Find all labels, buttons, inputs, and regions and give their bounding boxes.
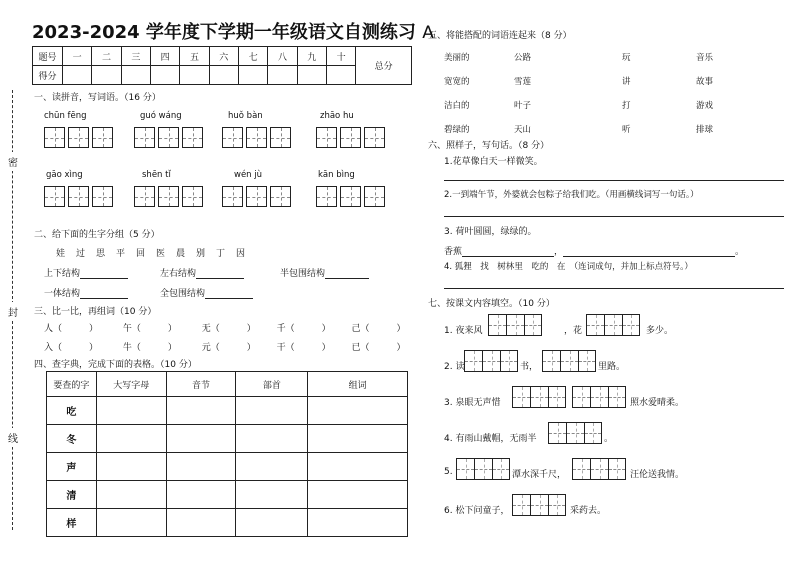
- score-cell[interactable]: [238, 66, 267, 85]
- lookup-char: 吃: [47, 397, 97, 425]
- answer-blank[interactable]: [205, 289, 253, 299]
- fill-boxes[interactable]: [572, 458, 626, 480]
- table-cell[interactable]: [96, 453, 166, 481]
- fill-boxes[interactable]: [586, 314, 640, 336]
- sec6-heading: 六、照样子，写句话。（8 分）: [428, 141, 550, 151]
- fill-boxes[interactable]: [572, 386, 626, 408]
- fill-boxes[interactable]: [542, 350, 596, 372]
- table-cell[interactable]: [166, 453, 236, 481]
- tianzi-grid[interactable]: [44, 186, 116, 207]
- table-cell[interactable]: [166, 425, 236, 453]
- compare-item[interactable]: 干（ ）: [276, 343, 331, 353]
- table-cell[interactable]: [308, 481, 408, 509]
- match-word[interactable]: 洁白的: [444, 101, 470, 111]
- sec7-p1-mid: ，花: [564, 326, 583, 336]
- sec7-p2-end: 里路。: [598, 362, 626, 372]
- sec3-row1: [44, 321, 416, 334]
- score-col: 七: [238, 47, 267, 66]
- sec7-p3-label: 3. 泉眼无声惜: [444, 398, 501, 408]
- answer-blank[interactable]: [325, 269, 369, 279]
- compare-item[interactable]: 千（ ）: [276, 324, 331, 334]
- table-header: 要查的字: [47, 372, 97, 397]
- sec6-q3: 3. 荷叶圆圆，绿绿的。: [444, 227, 537, 237]
- score-cell[interactable]: [121, 66, 150, 85]
- q3-prefix: 香蕉: [444, 247, 463, 257]
- match-word[interactable]: 天山: [514, 125, 532, 135]
- group-label: 全包围结构: [160, 289, 206, 299]
- match-word[interactable]: 讲: [622, 77, 631, 87]
- sec4-heading: 四、查字典，完成下面的表格。（10 分）: [34, 360, 197, 370]
- match-word[interactable]: 排球: [696, 125, 714, 135]
- answer-blank[interactable]: [80, 289, 128, 299]
- answer-line[interactable]: [444, 216, 784, 217]
- sec2-heading: 二、给下面的生字分组（5 分）: [34, 230, 160, 240]
- pinyin-label: kān bìng: [318, 170, 355, 180]
- sec7-p4-label: 4. 有雨山戴帽，无雨半: [444, 434, 537, 444]
- sec7-p5-mid: 潭水深千尺，: [512, 470, 567, 480]
- score-cell[interactable]: [209, 66, 238, 85]
- score-col: 五: [180, 47, 209, 66]
- score-col: 三: [121, 47, 150, 66]
- score-col: 六: [209, 47, 238, 66]
- sec7-p6-end: 采药去。: [570, 506, 607, 516]
- score-cell[interactable]: [326, 66, 355, 85]
- binding-char-mi: 密: [8, 152, 18, 171]
- match-col2: [514, 46, 531, 142]
- match-word[interactable]: 音乐: [696, 53, 714, 63]
- sec7-p1-label: 1. 夜来风: [444, 326, 483, 336]
- sec7-p3-end: 照水爱晴柔。: [630, 398, 685, 408]
- answer-line[interactable]: [444, 180, 784, 181]
- binding-char-xian: 线: [8, 428, 18, 447]
- match-word[interactable]: 打: [622, 101, 631, 111]
- sec6-q4: 4. 狐狸 找 树林里 吃的 在 （连词成句，并加上标点符号。）: [444, 262, 693, 272]
- sec6-q1: 1.花草像白天一样微笑。: [444, 157, 543, 167]
- sec7-p5-label: 5.: [444, 467, 453, 477]
- match-word[interactable]: 雪莲: [514, 77, 532, 87]
- pinyin-label: zhāo hu: [320, 111, 354, 121]
- binding-char-feng: 封: [8, 302, 18, 321]
- compare-item[interactable]: 元（ ）: [201, 343, 256, 353]
- table-cell[interactable]: [236, 453, 308, 481]
- compare-item[interactable]: 己（ ）: [351, 324, 406, 334]
- match-word[interactable]: 玩: [622, 53, 631, 63]
- fill-boxes[interactable]: [488, 314, 542, 336]
- sec5-heading: 五、将能搭配的词语连起来（8 分）: [428, 31, 572, 41]
- score-col: 十: [326, 47, 355, 66]
- sec2-row2: [44, 286, 128, 299]
- score-cell[interactable]: [63, 66, 92, 85]
- pinyin-label: shēn tǐ: [142, 170, 171, 180]
- sec2-chars: 娃 过 思 平 回 医 晨 别 丁 因: [56, 249, 247, 259]
- match-col1: [444, 46, 470, 142]
- score-col: 二: [92, 47, 121, 66]
- title-suffix: A: [422, 23, 434, 43]
- answer-line[interactable]: [444, 288, 784, 289]
- sec2-row2b: [160, 286, 253, 299]
- group-label: 上下结构: [44, 269, 81, 279]
- table-cell[interactable]: [308, 509, 408, 537]
- fill-boxes[interactable]: [456, 458, 510, 480]
- match-word[interactable]: 游戏: [696, 101, 714, 111]
- fill-boxes[interactable]: [512, 386, 566, 408]
- compare-item[interactable]: 人（ ）: [44, 324, 99, 334]
- table-cell[interactable]: [96, 425, 166, 453]
- table-cell[interactable]: [236, 481, 308, 509]
- tianzi-grid[interactable]: [316, 127, 388, 148]
- score-cell[interactable]: [92, 66, 121, 85]
- answer-blank[interactable]: [563, 247, 735, 257]
- tianzi-grid[interactable]: [134, 186, 206, 207]
- table-cell[interactable]: [166, 397, 236, 425]
- tianzi-grid[interactable]: [222, 186, 294, 207]
- sec7-p4-end: 。: [604, 434, 614, 444]
- match-col3: [622, 46, 631, 142]
- compare-item[interactable]: 午（ ）: [122, 324, 177, 334]
- fill-boxes[interactable]: [464, 350, 518, 372]
- match-col4: [696, 46, 713, 142]
- dictionary-table: [46, 371, 408, 537]
- score-row2-label: 得分: [33, 66, 63, 85]
- page-title: [32, 18, 434, 44]
- answer-blank[interactable]: [196, 269, 244, 279]
- group-label: 半包围结构: [280, 269, 326, 279]
- table-cell[interactable]: [96, 397, 166, 425]
- sec1-heading: 一、读拼音，写词语。（16 分）: [34, 93, 161, 103]
- score-cell[interactable]: [180, 66, 209, 85]
- pinyin-label: huǒ bàn: [228, 111, 263, 121]
- sec7-p1-end: 多少。: [646, 326, 674, 336]
- sec7-p5-end: 汪伦送我情。: [630, 470, 685, 480]
- table-cell[interactable]: [236, 425, 308, 453]
- sec7-p2-label: 2. 读: [444, 362, 465, 372]
- pinyin-label: gāo xìng: [46, 170, 83, 180]
- score-col: 九: [297, 47, 326, 66]
- match-word[interactable]: 听: [622, 125, 631, 135]
- sec6-q3-answer: 香蕉 ， 。: [444, 247, 745, 257]
- fill-boxes[interactable]: [512, 494, 566, 516]
- sec7-heading: 七、按课文内容填空。（10 分）: [428, 299, 555, 309]
- tianzi-grid[interactable]: [44, 127, 116, 148]
- sec7-p6-label: 6. 松下问童子，: [444, 506, 510, 516]
- group-label: 一体结构: [44, 289, 81, 299]
- tianzi-grid[interactable]: [316, 186, 388, 207]
- title-text: 2023-2024 学年度下学期一年级语文自测练习: [32, 22, 416, 43]
- pinyin-label: guó wáng: [140, 111, 182, 121]
- table-header: 部首: [236, 372, 308, 397]
- sec2-row1: [44, 266, 128, 279]
- score-col: 四: [150, 47, 179, 66]
- match-word[interactable]: 叶子: [514, 101, 532, 111]
- sec3-row2: [44, 340, 416, 353]
- sec2-row1c: [280, 266, 369, 279]
- tianzi-grid[interactable]: [222, 127, 294, 148]
- sec3-heading: 三、比一比，再组词（10 分）: [34, 307, 157, 317]
- binding-margin: [0, 0, 26, 561]
- lookup-char: 清: [47, 481, 97, 509]
- match-word[interactable]: 故事: [696, 77, 714, 87]
- match-word[interactable]: 碧绿的: [444, 125, 470, 135]
- score-total-label: 总分: [356, 47, 412, 85]
- answer-blank[interactable]: [80, 269, 128, 279]
- table-cell[interactable]: [236, 509, 308, 537]
- group-label: 左右结构: [160, 269, 197, 279]
- score-cell[interactable]: [150, 66, 179, 85]
- table-cell[interactable]: [166, 509, 236, 537]
- table-cell[interactable]: [308, 453, 408, 481]
- sec6-q2: 2.一到端午节，外婆就会包粽子给我们吃。（用画横线词写一句话。）: [444, 190, 699, 200]
- score-cell[interactable]: [268, 66, 297, 85]
- table-header: 大写字母: [96, 372, 166, 397]
- table-cell[interactable]: [96, 481, 166, 509]
- match-word[interactable]: 宽宽的: [444, 77, 470, 87]
- table-cell[interactable]: [308, 397, 408, 425]
- tianzi-grid[interactable]: [134, 127, 206, 148]
- sec7-p2-mid: 书，: [520, 362, 539, 372]
- score-col: 八: [268, 47, 297, 66]
- pinyin-label: chūn fēng: [44, 111, 87, 121]
- compare-item[interactable]: 牛（ ）: [122, 343, 177, 353]
- compare-item[interactable]: 入（ ）: [44, 343, 99, 353]
- table-header: 组词: [308, 372, 408, 397]
- table-cell[interactable]: [166, 481, 236, 509]
- match-word[interactable]: 美丽的: [444, 53, 470, 63]
- score-row1-label: 题号: [33, 47, 63, 66]
- fill-boxes[interactable]: [548, 422, 602, 444]
- pinyin-label: wén jù: [234, 170, 263, 180]
- compare-item[interactable]: 已（ ）: [351, 343, 406, 353]
- match-word[interactable]: 公路: [514, 53, 532, 63]
- table-header: 音节: [166, 372, 236, 397]
- lookup-char: 冬: [47, 425, 97, 453]
- sec2-row1b: [160, 266, 244, 279]
- table-cell[interactable]: [96, 509, 166, 537]
- table-cell[interactable]: [308, 425, 408, 453]
- score-col: 一: [63, 47, 92, 66]
- lookup-char: 声: [47, 453, 97, 481]
- compare-item[interactable]: 无（ ）: [201, 324, 256, 334]
- score-cell[interactable]: [297, 66, 326, 85]
- lookup-char: 样: [47, 509, 97, 537]
- score-table: [32, 46, 412, 85]
- answer-blank[interactable]: [462, 247, 554, 257]
- table-cell[interactable]: [236, 397, 308, 425]
